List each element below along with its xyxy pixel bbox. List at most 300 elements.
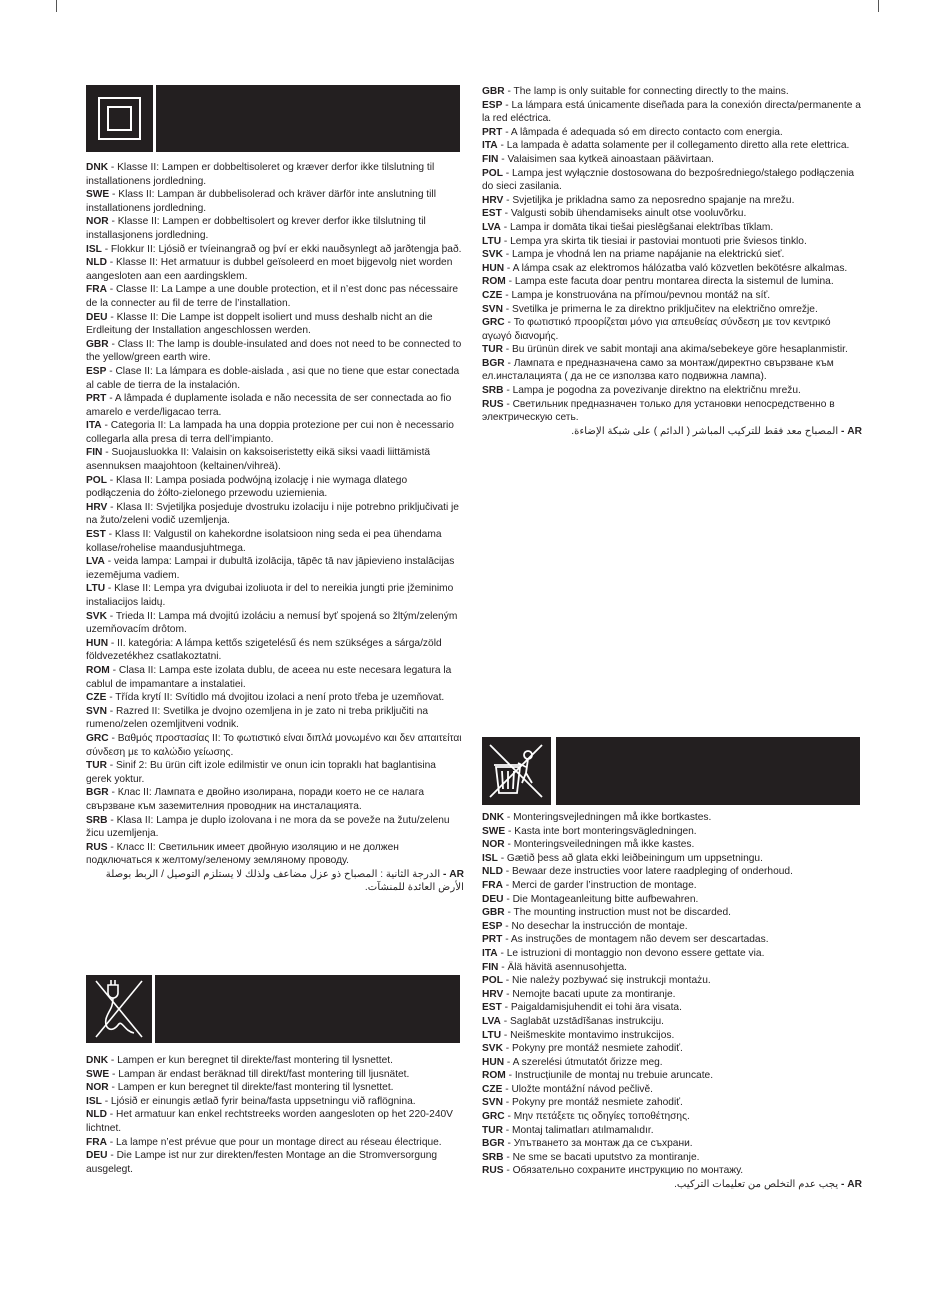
language-code: GBR bbox=[482, 86, 505, 97]
language-entry bbox=[482, 1124, 862, 1138]
language-entry bbox=[86, 691, 464, 705]
language-code: ITA bbox=[86, 420, 102, 432]
language-entry bbox=[86, 311, 464, 338]
separator: - bbox=[504, 86, 514, 97]
language-text: As instruções de montagem não devem ser descartadas. bbox=[510, 934, 769, 946]
language-code: AR - bbox=[841, 425, 862, 437]
language-text: Älä hävitä asennusohjetta. bbox=[507, 961, 627, 973]
language-entry bbox=[86, 392, 464, 419]
language-text: A lámpa csak az elektromos hálózatba való közvetlen bekötésre alkalmas. bbox=[512, 262, 848, 274]
language-entry bbox=[86, 365, 464, 392]
language-code: SWE bbox=[86, 1068, 110, 1080]
language-entry bbox=[86, 582, 464, 609]
language-entry bbox=[482, 153, 862, 167]
separator: - bbox=[503, 385, 513, 397]
separator: - bbox=[498, 961, 508, 973]
language-entry bbox=[482, 893, 862, 907]
language-entry bbox=[86, 732, 464, 759]
language-text: Клас II: Лампата е двойно изолирана, поради което не се налага свързване към заземителния проводник на инсталацията. bbox=[86, 787, 425, 812]
separator: - bbox=[500, 221, 510, 233]
language-code: BGR bbox=[482, 1138, 505, 1150]
language-entry bbox=[482, 85, 862, 99]
language-code: FIN bbox=[482, 961, 499, 973]
language-entry bbox=[482, 343, 862, 357]
language-entry bbox=[86, 664, 464, 691]
separator: - bbox=[502, 920, 512, 932]
language-text: Flokkur II: Ljósið er tvíeinangrað og því er ekki nauðsynlegt að jarðtengja það. bbox=[110, 243, 462, 255]
separator: - bbox=[502, 167, 513, 179]
language-text: Montaj talimatları atılmamalıdır. bbox=[512, 1124, 654, 1136]
language-text: Klasa II: Svjetiljka posjeduje dvostruku izolaciju i nije potrebno priključivati je na žuto/zeleni vodič uzemljenja. bbox=[86, 501, 459, 527]
language-code: POL bbox=[86, 474, 107, 486]
separator: - bbox=[108, 162, 118, 173]
language-entry bbox=[482, 947, 862, 961]
language-entry bbox=[86, 419, 464, 446]
class-ii-double-square-icon bbox=[86, 85, 153, 152]
language-text: Μην πετάξετε τις οδηγίες τοποθέτησης. bbox=[513, 1111, 690, 1123]
language-entry bbox=[482, 1001, 862, 1015]
language-text: Βαθμός προστασίας ΙΙ: Το φωτιστικό είναι διπλά μονωμένο και δεν απαιτείται σύνδεση με το καλώδιο γείωσης. bbox=[86, 732, 462, 758]
separator: - bbox=[101, 420, 111, 432]
language-entry bbox=[482, 906, 862, 920]
arabic-entry bbox=[86, 868, 464, 895]
language-code: SWE bbox=[86, 189, 110, 201]
language-text: Bewaar deze instructies voor latere raadpleging of onderhoud. bbox=[512, 866, 793, 878]
language-text: Светильник предназначен только для установки непосредственно в электрическую сеть. bbox=[482, 398, 835, 424]
direct-mount-instructions-left bbox=[86, 1054, 464, 1176]
language-entry bbox=[86, 1136, 464, 1150]
separator: - bbox=[106, 393, 115, 405]
language-entry bbox=[482, 303, 862, 317]
language-text: Categoria II: La lampada ha una doppia protezione per cui non è necessario collegarla alla presa di terra dell’impianto. bbox=[86, 420, 454, 445]
language-text: Die Montageanleitung bitte aufbewahren. bbox=[512, 893, 699, 905]
language-text: Το φωτιστικό προορίζεται μόνο για απευθείας σύνδεση με τον κεντρικό αγωγό διανομής. bbox=[482, 317, 831, 342]
language-entry bbox=[482, 1042, 862, 1056]
separator: - bbox=[108, 637, 118, 649]
language-text: Neišmeskite montavimo instrukcijos. bbox=[510, 1029, 675, 1041]
language-entry bbox=[86, 215, 464, 242]
language-text: Klase II: Lempa yra dvigubai izoliuota ir del to nereikia jungti prie įžeminimo instaliacijos laidų. bbox=[86, 583, 454, 608]
separator: - bbox=[106, 610, 116, 622]
language-code: NOR bbox=[482, 839, 505, 851]
language-entry bbox=[86, 841, 464, 868]
language-code: GBR bbox=[86, 338, 109, 350]
language-text: Trieda II: Lampa má dvojitú izoláciu a nemusí byť spojená so žltým/zeleným uzemňovacím drôtom. bbox=[86, 610, 458, 636]
language-text: Merci de garder l’instruction de montage. bbox=[512, 879, 697, 891]
language-code: GRC bbox=[482, 1111, 505, 1123]
separator: - bbox=[502, 934, 511, 946]
separator: - bbox=[502, 303, 513, 315]
language-code: HRV bbox=[482, 988, 504, 1000]
separator: - bbox=[106, 692, 116, 704]
language-text: La lámpara está únicamente diseñada para la conexión directa/permanente a la red eléctrica. bbox=[482, 99, 861, 125]
section-header-bar-class-ii bbox=[156, 85, 460, 152]
language-entry bbox=[482, 384, 862, 398]
separator: - bbox=[503, 893, 513, 905]
separator: - bbox=[503, 194, 513, 206]
separator: - bbox=[101, 1095, 111, 1107]
language-code: CZE bbox=[482, 1083, 503, 1095]
language-code: HRV bbox=[86, 501, 108, 513]
language-text: Class II: The lamp is double-insulated and does not need to be connected to the yellow/green earth wire. bbox=[86, 338, 462, 364]
language-text: La lampe n’est prévue que pour un montage direct au réseau électrique. bbox=[116, 1136, 442, 1148]
separator: - bbox=[502, 249, 513, 261]
language-code: LTU bbox=[482, 235, 502, 247]
language-code: HRV bbox=[482, 194, 504, 206]
language-code: BGR bbox=[86, 787, 109, 799]
crop-mark-right bbox=[878, 0, 879, 12]
separator: - bbox=[104, 556, 114, 568]
separator: - bbox=[504, 1138, 514, 1150]
language-text: No desechar la instrucción de montaje. bbox=[511, 920, 688, 932]
language-code: TUR bbox=[482, 1124, 503, 1136]
language-code: LTU bbox=[86, 583, 106, 595]
language-entry bbox=[482, 262, 862, 276]
language-entry bbox=[482, 1056, 862, 1070]
language-entry bbox=[482, 1151, 862, 1165]
separator: - bbox=[107, 841, 117, 853]
separator: - bbox=[502, 344, 512, 356]
language-text: La lampada è adatta solamente per il collegamento diretto alla rete elettrica. bbox=[506, 140, 850, 152]
language-text: Ljósið er einungis ætlað fyrir beina/fasta uppsetningu við raflögnina. bbox=[110, 1095, 416, 1107]
separator: - bbox=[502, 1097, 513, 1109]
language-entry bbox=[482, 221, 862, 235]
language-code: SVN bbox=[482, 303, 503, 315]
language-text: Bu ürünün direk ve sabit montaji ana akima/sebekeye göre hesaplanmistir. bbox=[512, 344, 848, 356]
language-entry bbox=[482, 961, 862, 975]
language-entry bbox=[86, 501, 464, 528]
language-text: Lampen er kun beregnet til direkte/fast montering til lysnettet. bbox=[117, 1055, 393, 1066]
section-header-bar-direct-mount bbox=[155, 975, 460, 1043]
language-entry bbox=[482, 825, 862, 839]
language-text: Lampa je konstruována na přímou/pevnou montáž na síť. bbox=[511, 289, 771, 301]
language-entry bbox=[482, 865, 862, 879]
language-code: LVA bbox=[482, 1015, 501, 1027]
language-text: Classe II: La Lampe a une double protection, et il n’est donc pas nécessaire de la connecter au fil de terre de l’installation. bbox=[86, 284, 459, 309]
separator: - bbox=[107, 311, 117, 323]
language-text: Упътването за монтаж да се съхрани. bbox=[513, 1138, 693, 1150]
language-text: Valgusti sobib ühendamiseks ainult otse vooluvõrku. bbox=[510, 208, 747, 220]
language-code: NLD bbox=[86, 257, 107, 269]
no-trash-bin-icon bbox=[482, 737, 551, 805]
language-code: HUN bbox=[482, 262, 505, 274]
language-code: PRT bbox=[482, 934, 503, 946]
language-code: RUS bbox=[482, 398, 504, 410]
language-text: Обязательно сохраните инструкцию по монтажу. bbox=[512, 1165, 744, 1177]
separator: - bbox=[108, 1055, 118, 1066]
separator: - bbox=[502, 99, 512, 111]
separator: - bbox=[109, 189, 119, 201]
language-text: Saglabāt uzstādīšanas instrukciju. bbox=[509, 1015, 664, 1027]
language-entry bbox=[482, 920, 862, 934]
language-entry bbox=[482, 207, 862, 221]
language-entry bbox=[482, 811, 862, 825]
language-entry bbox=[86, 786, 464, 813]
language-code: ESP bbox=[86, 365, 107, 377]
separator: - bbox=[101, 243, 111, 255]
language-text: Lampa ir domāta tikai tiešai pieslēgšanai elektrības tīklam. bbox=[509, 221, 774, 233]
language-entry bbox=[86, 1108, 464, 1135]
language-code: SVK bbox=[86, 610, 107, 622]
class-ii-icon-box bbox=[86, 85, 153, 152]
language-entry bbox=[86, 705, 464, 732]
language-code: FRA bbox=[482, 879, 503, 891]
language-text: يجب عدم التخلص من تعليمات التركيب. bbox=[674, 1179, 839, 1191]
language-entry bbox=[482, 1096, 862, 1110]
separator: - bbox=[502, 879, 512, 891]
language-entry bbox=[482, 139, 862, 153]
language-entry bbox=[86, 528, 464, 555]
language-code: LVA bbox=[86, 556, 105, 568]
language-code: EST bbox=[482, 208, 502, 220]
language-entry bbox=[482, 852, 862, 866]
separator: - bbox=[108, 338, 118, 350]
separator: - bbox=[106, 365, 116, 377]
language-code: TUR bbox=[482, 344, 503, 356]
separator: - bbox=[501, 1002, 511, 1014]
separator: - bbox=[502, 1083, 512, 1095]
language-entry bbox=[86, 1149, 464, 1176]
language-text: Лампата е предназначена само за монтаж/директно свързване към ел.инсталацията ( да не се използва като подвижна лампа). bbox=[482, 357, 834, 383]
language-code: ESP bbox=[482, 99, 503, 111]
language-code: GBR bbox=[482, 907, 505, 919]
separator: - bbox=[504, 357, 514, 369]
language-text: Clase II: La lámpara es doble-aislada , asi que no tiene que estar conectada al cable de tierra de la instalación. bbox=[86, 365, 460, 391]
language-code: AR - bbox=[443, 868, 464, 880]
language-code: FIN bbox=[482, 153, 499, 165]
separator: - bbox=[501, 1029, 511, 1041]
language-entry bbox=[86, 555, 464, 582]
separator: - bbox=[504, 812, 514, 823]
language-entry bbox=[86, 283, 464, 310]
language-code: CZE bbox=[482, 289, 503, 301]
language-entry bbox=[482, 988, 862, 1002]
language-text: Valaisimen saa kytkeä ainoastaan päävirtaan. bbox=[507, 153, 714, 165]
language-entry bbox=[482, 1137, 862, 1151]
language-code: SVK bbox=[482, 1043, 503, 1055]
separator: - bbox=[497, 140, 507, 152]
language-text: The lamp is only suitable for connecting directly to the mains. bbox=[513, 86, 789, 97]
language-entry bbox=[86, 338, 464, 365]
language-text: Lampa este facuta doar pentru montarea directa la sistemul de lumina. bbox=[514, 276, 834, 288]
separator: - bbox=[502, 289, 512, 301]
language-code: HUN bbox=[86, 637, 109, 649]
separator: - bbox=[504, 907, 514, 919]
separator: - bbox=[497, 852, 507, 864]
language-entry bbox=[482, 194, 862, 208]
no-trash-icon-box bbox=[482, 737, 551, 805]
language-code: ROM bbox=[86, 664, 110, 676]
language-text: Suojausluokka II: Valaisin on kaksoiseristetty eikä siksi vaadi liittämistä asennuksen maajohtoon (keltainen/vihreä). bbox=[86, 447, 431, 473]
language-text: A lâmpada é adequada só em directo contacto com energia. bbox=[510, 126, 783, 138]
language-text: Lampa je vhodná len na priame napájanie na elektrickú sieť. bbox=[512, 249, 785, 261]
separator: - bbox=[107, 501, 117, 513]
language-text: Klasa II: Lampa posiada podwójną izolację i nie wymaga dlatego podłączenia do żółto-zielonego przewodu uziemienia. bbox=[86, 474, 408, 500]
language-entry bbox=[482, 838, 862, 852]
language-code: GRC bbox=[86, 732, 109, 744]
language-entry bbox=[482, 316, 862, 343]
language-code: NLD bbox=[482, 866, 503, 878]
separator: - bbox=[108, 216, 118, 228]
separator: - bbox=[102, 447, 112, 459]
language-code: PRT bbox=[86, 393, 107, 405]
language-code: NOR bbox=[86, 1082, 109, 1094]
separator: - bbox=[106, 284, 116, 296]
language-entry bbox=[86, 1081, 464, 1095]
language-code: POL bbox=[482, 167, 503, 179]
language-entry bbox=[86, 474, 464, 501]
language-text: Klasse II: Het armatuur is dubbel geïsoleerd en moet bijgevolg niet worden aangesloten aan een aardingsklem. bbox=[86, 257, 453, 282]
separator: - bbox=[503, 1151, 513, 1163]
separator: - bbox=[503, 1165, 513, 1177]
language-entry bbox=[86, 243, 464, 257]
separator: - bbox=[504, 1111, 514, 1123]
language-code: NLD bbox=[86, 1109, 107, 1121]
language-entry bbox=[86, 610, 464, 637]
language-code: SRB bbox=[482, 385, 504, 397]
language-code: ROM bbox=[482, 1070, 506, 1082]
separator: - bbox=[504, 262, 513, 274]
separator: - bbox=[504, 1056, 513, 1068]
language-text: Pokyny pre montáž nesmiete zahodiť. bbox=[512, 1043, 683, 1055]
language-code: BGR bbox=[482, 357, 505, 369]
language-code: HUN bbox=[482, 1056, 505, 1068]
language-text: Nemojte bacati upute za montiranje. bbox=[512, 988, 676, 1000]
language-entry bbox=[86, 814, 464, 841]
language-code: SRB bbox=[482, 1151, 504, 1163]
separator: - bbox=[109, 664, 119, 676]
language-entry bbox=[482, 357, 862, 384]
language-text: Het armatuur kan enkel rechtstreeks worden aangesloten op het 220-240V lichtnet. bbox=[86, 1109, 453, 1134]
separator: - bbox=[106, 760, 116, 772]
separator: - bbox=[505, 1070, 515, 1082]
language-code: SVN bbox=[482, 1097, 503, 1109]
separator: - bbox=[502, 1124, 512, 1136]
language-code: NOR bbox=[86, 216, 109, 228]
separator: - bbox=[503, 988, 513, 1000]
language-text: المصباح معد فقط للتركيب المباشر ( الدائم ) على شبكة الإضاءة. bbox=[571, 425, 839, 437]
language-text: Klasse II: Die Lampe ist doppelt isoliert und muss deshalb nicht an die Erdleitung der Installation angeschlossen werden. bbox=[86, 311, 433, 337]
language-entry bbox=[482, 398, 862, 425]
separator: - bbox=[498, 153, 508, 165]
no-plug-icon-box bbox=[86, 975, 152, 1043]
language-code: ISL bbox=[86, 243, 102, 255]
language-code: DEU bbox=[86, 311, 108, 323]
language-entry bbox=[86, 188, 464, 215]
language-text: الدرجة الثانية : المصباح ذو عزل مضاعف ولذلك لا يستلزم التوصيل / الربط بوصلة الأرض العائدة للمنشآت. bbox=[105, 868, 464, 894]
language-text: Paigaldamisjuhendit ei tohi ära visata. bbox=[510, 1002, 682, 1014]
separator: - bbox=[109, 1068, 119, 1080]
separator: - bbox=[105, 583, 115, 595]
separator: - bbox=[497, 947, 507, 959]
language-entry bbox=[86, 1068, 464, 1082]
crop-mark-left bbox=[56, 0, 57, 12]
language-entry bbox=[86, 1054, 464, 1068]
language-text: Monteringsveiledningen må ikke kastes. bbox=[513, 839, 695, 851]
language-code: EST bbox=[86, 529, 106, 541]
language-text: A szerelési útmutatót őrizze meg. bbox=[512, 1056, 663, 1068]
language-code: FRA bbox=[86, 284, 107, 296]
language-text: Kasta inte bort monteringsvägledningen. bbox=[514, 825, 697, 837]
language-text: Uložte montážní návod pečlivě. bbox=[511, 1083, 654, 1095]
language-text: Pokyny pre montáž nesmiete zahodiť. bbox=[512, 1097, 683, 1109]
language-text: Lampan är endast beräknad till direkt/fast montering till ljusnätet. bbox=[118, 1068, 410, 1080]
separator: - bbox=[504, 839, 514, 851]
separator: - bbox=[107, 814, 117, 826]
language-text: Lampa je pogodna za povezivanje direktno na električnu mrežu. bbox=[512, 385, 801, 397]
separator: - bbox=[106, 257, 116, 269]
language-code: DNK bbox=[86, 162, 109, 173]
language-entry bbox=[482, 933, 862, 947]
language-text: Třída krytí II: Svítidlo má dvojitou izolaci a není proto třeba je uzemňovat. bbox=[115, 692, 445, 704]
separator: - bbox=[106, 1109, 116, 1121]
language-code: AR - bbox=[841, 1179, 862, 1191]
language-text: Svetilka je primerna le za direktno priključitev na električno omrežje. bbox=[512, 303, 818, 315]
language-entry bbox=[482, 167, 862, 194]
language-text: Monteringsvejledningen må ikke bortkastes. bbox=[513, 812, 712, 823]
separator: - bbox=[500, 1015, 510, 1027]
language-code: SRB bbox=[86, 814, 108, 826]
separator: - bbox=[502, 1043, 513, 1055]
language-code: ISL bbox=[86, 1095, 102, 1107]
separator: - bbox=[503, 398, 513, 410]
language-code: ITA bbox=[482, 140, 498, 152]
language-entry bbox=[482, 879, 862, 893]
class-ii-instructions bbox=[86, 161, 464, 895]
language-code: PRT bbox=[482, 126, 503, 138]
language-code: CZE bbox=[86, 692, 107, 704]
language-code: ISL bbox=[482, 852, 498, 864]
language-code: ROM bbox=[482, 276, 506, 288]
language-entry bbox=[86, 637, 464, 664]
language-text: Ne sme se bacati uputstvo za montiranje. bbox=[512, 1151, 700, 1163]
language-code: POL bbox=[482, 975, 503, 987]
language-text: A lâmpada é duplamente isolada e não necessita de ser connectada ao fio amarelo e verde/ligacao terra. bbox=[86, 393, 452, 418]
section-header-bar-keep-instructions bbox=[556, 737, 860, 805]
language-entry bbox=[482, 248, 862, 262]
language-code: GRC bbox=[482, 317, 505, 329]
separator: - bbox=[108, 1082, 118, 1094]
language-entry bbox=[482, 1110, 862, 1124]
language-entry bbox=[482, 275, 862, 289]
separator: - bbox=[108, 732, 118, 744]
language-entry bbox=[482, 126, 862, 140]
arabic-entry bbox=[482, 425, 862, 439]
language-code: EST bbox=[482, 1002, 502, 1014]
keep-instructions-list bbox=[482, 811, 862, 1192]
separator: - bbox=[501, 208, 511, 220]
language-text: Klass II: Valgustil on kahekordne isolatsioon ning seda ei pea ühendama kollase/rohelise maandusjuhtmega. bbox=[86, 529, 442, 554]
language-text: Razred II: Svetilka je dvojno ozemljena in je zato ni treba priključiti na rumeno/zelen ozemljitveni vodnik. bbox=[86, 705, 429, 731]
language-code: LVA bbox=[482, 221, 501, 233]
separator: - bbox=[107, 1150, 117, 1162]
language-entry bbox=[86, 1095, 464, 1109]
language-entry bbox=[482, 289, 862, 303]
language-entry bbox=[482, 1083, 862, 1097]
language-entry bbox=[482, 99, 862, 126]
separator: - bbox=[505, 276, 515, 288]
language-text: The mounting instruction must not be discarded. bbox=[513, 907, 731, 919]
language-code: DEU bbox=[86, 1150, 108, 1162]
language-text: Klasa II: Lampa je duplo izolovana i ne mora da se poveže na žutu/zelenu žicu uzemljenja. bbox=[86, 814, 450, 840]
language-text: Instrucțiunile de montaj nu trebuie aruncate. bbox=[514, 1070, 714, 1082]
language-entry bbox=[86, 759, 464, 786]
language-code: TUR bbox=[86, 760, 107, 772]
language-code: RUS bbox=[482, 1165, 504, 1177]
separator: - bbox=[501, 235, 511, 247]
language-code: DEU bbox=[482, 893, 504, 905]
language-code: DNK bbox=[86, 1055, 109, 1066]
